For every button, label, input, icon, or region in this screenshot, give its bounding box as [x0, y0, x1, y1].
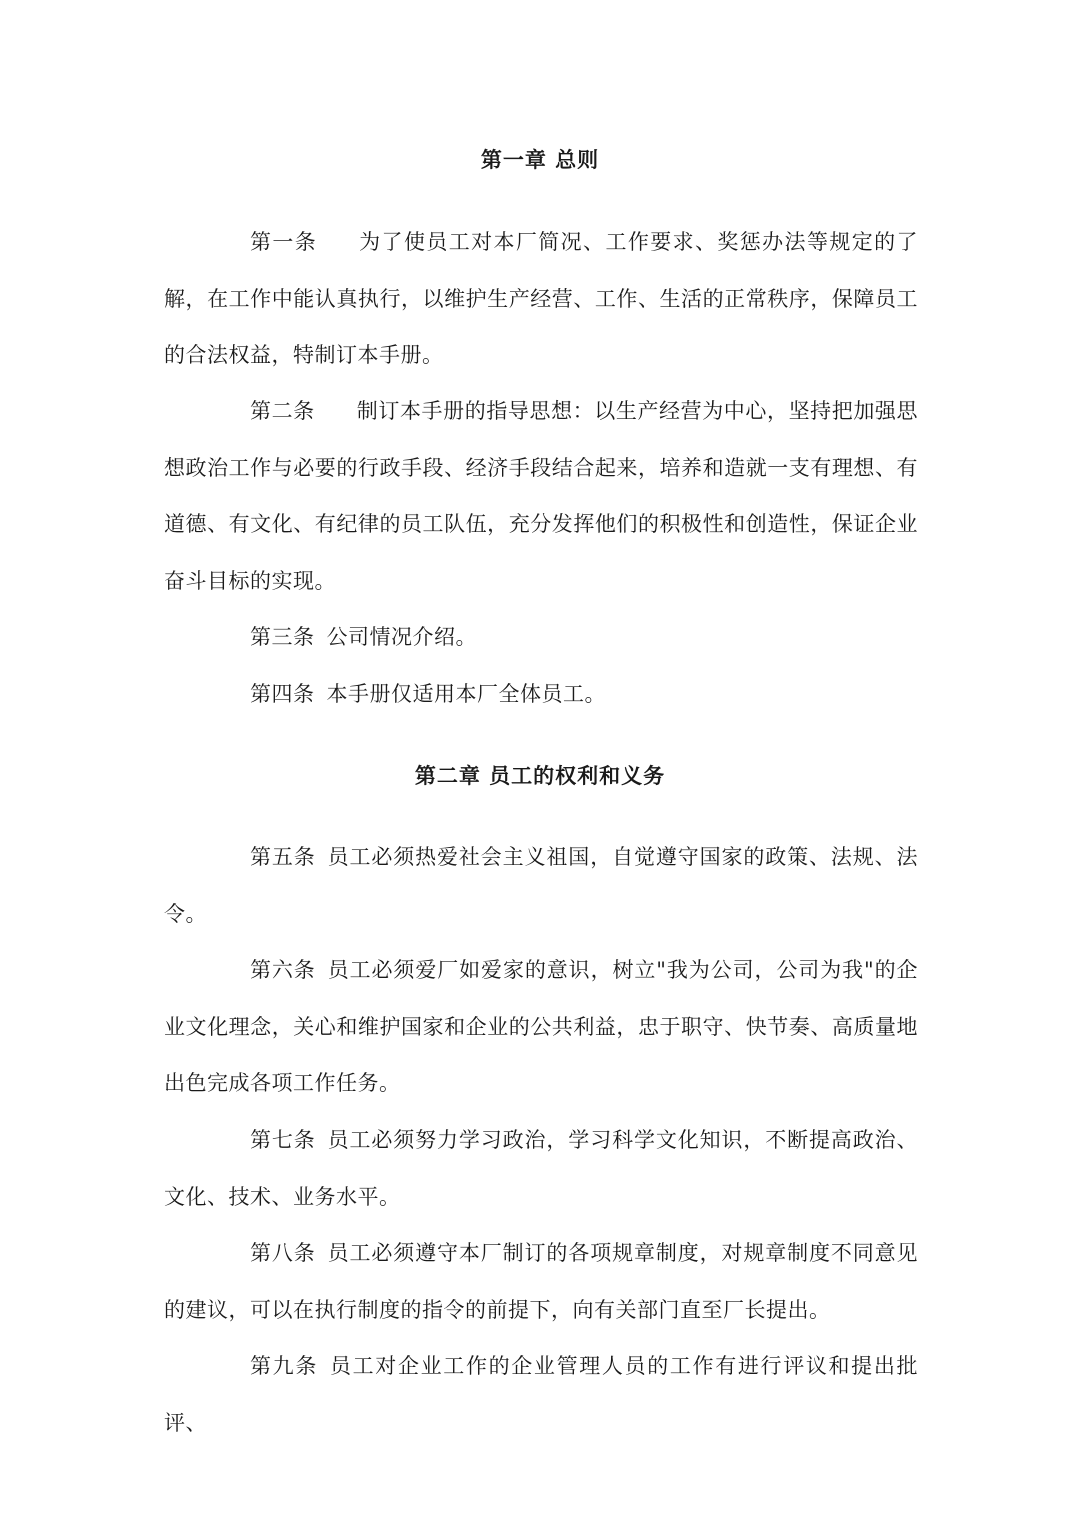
article-1	[164, 214, 918, 384]
article-label: 第三条	[250, 625, 315, 649]
article-text: 员工必须爱厂如爱家的意识，树立"我为公司，公司为我"的企业文化理念，关心和维护国家和企业的公共利益，忠于职守、快节奏、高质量地出色完成各项工作任务。	[164, 958, 918, 1095]
chapter-title: 第二章 员工的权利和义务	[414, 763, 666, 788]
article-text: 本手册仅适用本厂全体员工。	[326, 682, 606, 706]
article-2	[164, 383, 918, 609]
article-text: 为了使员工对本厂简况、工作要求、奖惩办法等规定的了解，在工作中能认真执行，以维护生产经营、工作、生活的正常秩序，保障员工的合法权益，特制订本手册。	[164, 230, 919, 367]
article-label: 第八条	[250, 1241, 316, 1265]
article-6	[164, 942, 918, 1112]
article-label: 第五条	[250, 845, 316, 869]
article-text: 员工必须热爱社会主义祖国，自觉遵守国家的政策、法规、法令。	[164, 845, 919, 926]
article-3	[164, 609, 918, 666]
article-7	[164, 1112, 918, 1225]
article-text: 员工必须遵守本厂制订的各项规章制度，对规章制度不同意见的建议，可以在执行制度的指令的前提下，向有关部门直至厂长提出。	[164, 1241, 919, 1322]
article-4	[164, 666, 918, 723]
article-label: 第四条	[250, 682, 315, 706]
article-label: 第九条	[250, 1354, 318, 1378]
article-label: 第一条	[250, 230, 318, 254]
article-5	[164, 829, 918, 942]
article-text: 员工对企业工作的企业管理人员的工作有进行评议和提出批评、	[164, 1354, 918, 1435]
chapter-title: 第一章 总则	[480, 147, 600, 172]
article-label: 第二条	[250, 399, 315, 423]
article-8	[164, 1225, 918, 1338]
article-text: 公司情况介绍。	[326, 625, 477, 649]
article-text: 员工必须努力学习政治，学习科学文化知识，不断提高政治、文化、技术、业务水平。	[164, 1128, 919, 1209]
article-text: 制订本手册的指导思想：以生产经营为中心，坚持把加强思想政治工作与必要的行政手段、经济手段结合起来，培养和造就一支有理想、有道德、有文化、有纪律的员工队伍，充分发挥他们的积极性和创造性，保证企业奋斗目标的实现。	[164, 399, 919, 593]
article-label: 第六条	[250, 958, 316, 982]
article-label: 第七条	[250, 1128, 316, 1152]
article-9	[164, 1338, 918, 1451]
